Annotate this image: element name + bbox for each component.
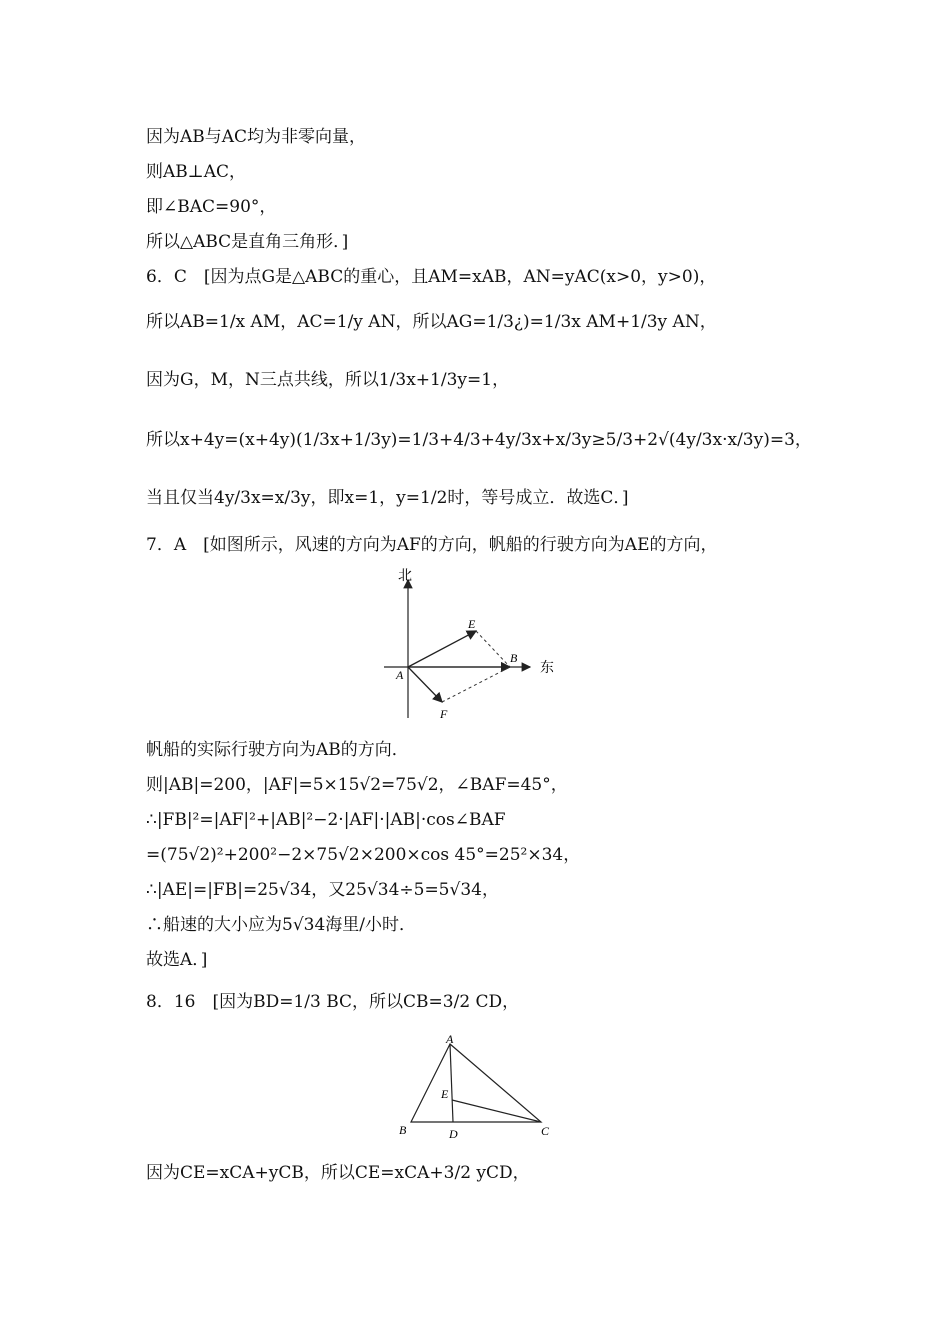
point-e-label: E (468, 617, 476, 631)
text-line-3: 即∠BAC=90°， (146, 197, 277, 217)
text-line-19: 因为CE=xCA+yCB，所以CE=xCA+3/2 yCD， (146, 1163, 530, 1183)
text-line-7: 因为G，M，N三点共线，所以1/3x+1/3y=1， (146, 370, 510, 390)
point-a-label: A (396, 668, 404, 682)
vector-ae (408, 631, 476, 667)
triangle-abc (411, 1044, 541, 1122)
point-d-label: D (449, 1127, 458, 1141)
text-line-8: 所以x+4y=(x+4y)(1/3x+1/3y)=1/3+4/3+4y/3x+x/3y≥5/3+2√(4y/3x·x/3y)=3， (146, 430, 812, 450)
text-line-4: 所以△ABC是直角三角形．] (146, 232, 349, 252)
text-line-q8: 8．16 [因为BD=1/3 BC，所以CB=3/2 CD， (146, 992, 520, 1012)
text-line-11: 帆船的实际行驶方向为AB的方向． (146, 740, 409, 760)
text-line-q6: 6．C [因为点G是△ABC的重心，且AM=xAB，AN=yAC(x>0，y>0)， (146, 267, 717, 287)
vertex-c-label: C (541, 1124, 550, 1138)
vector-figure (380, 566, 570, 726)
vertex-a-label: A (446, 1034, 454, 1046)
point-b-label: B (510, 651, 518, 665)
text-line-15: ∴|AE|=|FB|=25√34，又25√34÷5=5√34， (146, 880, 499, 900)
text-line-2: 则AB⊥AC， (146, 162, 247, 182)
segment-ad (450, 1044, 453, 1122)
north-label: 北 (398, 569, 412, 584)
text-line-12: 则|AB|=200，|AF|=5×15√2=75√2，∠BAF=45°， (146, 775, 568, 795)
text-line-14: =(75√2)²+200²−2×75√2×200×cos 45°=25²×34， (146, 845, 581, 865)
point-f-label: F (440, 707, 448, 721)
text-line-16: ∴船速的大小应为5√34海里/小时． (146, 915, 417, 935)
text-line-6: 所以AB=1/x AM，AC=1/y AN，所以AG=1/3¿)=1/3x AM+1/3y AN， (146, 312, 717, 332)
dashed-fb (442, 667, 510, 702)
vector-af (408, 667, 442, 702)
text-line-17: 故选A．] (146, 950, 208, 970)
text-line-q7: 7．A [如图所示，风速的方向为AF的方向，帆船的行驶方向为AE的方向， (146, 535, 718, 555)
east-label: 东 (540, 661, 554, 676)
vertex-b-label: B (399, 1123, 407, 1137)
point-e-label: E (441, 1087, 449, 1101)
text-line-9: 当且仅当4y/3x=x/3y，即x=1，y=1/2时，等号成立．故选C．] (146, 488, 629, 508)
text-line-13: ∴|FB|²=|AF|²+|AB|²−2·|AF|·|AB|·cos∠BAF (146, 810, 506, 830)
dashed-eb (476, 631, 510, 667)
text-line-1: 因为AB与AC均为非零向量， (146, 127, 367, 147)
triangle-figure (395, 1034, 555, 1142)
